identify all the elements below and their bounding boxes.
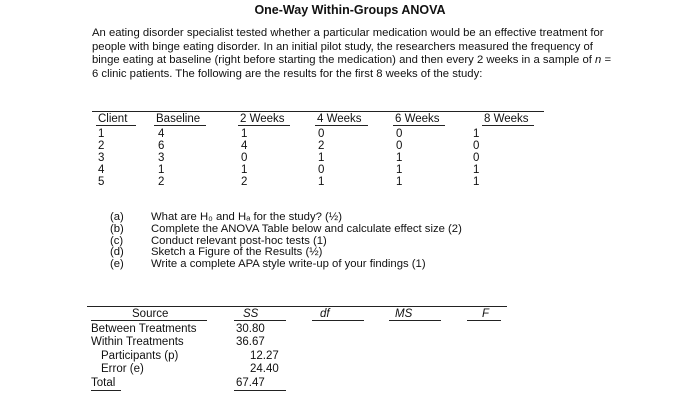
anova-ss-error: 24.40 bbox=[250, 363, 279, 375]
header-2-weeks: 2 Weeks bbox=[240, 113, 285, 125]
table-cell: 3 bbox=[98, 152, 105, 164]
intro-text-part2: = 6 clinic patients. The following are the results for the first 8 weeks of the study: bbox=[92, 54, 612, 80]
anova-underline-source bbox=[91, 320, 207, 321]
table-cell: 1 bbox=[318, 152, 325, 164]
anova-source-participants: Participants (p) bbox=[101, 350, 179, 362]
anova-ss-participants: 12.27 bbox=[250, 350, 279, 362]
document-title: One-Way Within-Groups ANOVA bbox=[254, 3, 446, 17]
header-8-weeks: 8 Weeks bbox=[484, 113, 529, 125]
header-underline-baseline bbox=[154, 125, 206, 126]
anova-underline-f bbox=[467, 320, 501, 321]
table-cell: 2 bbox=[98, 140, 105, 152]
anova-source-within: Within Treatments bbox=[91, 336, 184, 348]
question-text: What are H₀ and Hₐ for the study? (½) bbox=[151, 211, 342, 223]
table-cell: 4 bbox=[158, 128, 165, 140]
header-underline-2-weeks bbox=[238, 125, 290, 126]
table-cell: 5 bbox=[98, 176, 105, 188]
table-cell: 0 bbox=[318, 128, 325, 140]
question-text: Write a complete APA style write-up of your findings (1) bbox=[151, 258, 426, 271]
table-cell: 0 bbox=[318, 164, 325, 176]
table-cell: 2 bbox=[241, 176, 248, 188]
header-6-weeks: 6 Weeks bbox=[395, 113, 440, 125]
data-table bbox=[92, 111, 544, 193]
intro-paragraph bbox=[92, 27, 612, 81]
anova-header-f: F bbox=[482, 308, 490, 320]
anova-underline-df bbox=[312, 320, 364, 321]
question-text: Complete the ANOVA Table below and calculate effect size (2) bbox=[151, 222, 462, 235]
question-label: (c) bbox=[110, 234, 124, 247]
anova-source-between: Between Treatments bbox=[91, 323, 197, 335]
table-cell: 1 bbox=[396, 176, 403, 188]
anova-source-total: Total bbox=[91, 377, 116, 389]
table-cell: 1 bbox=[473, 164, 480, 176]
question-label: (e) bbox=[110, 258, 124, 271]
table-cell: 4 bbox=[98, 164, 105, 176]
data-table-top-rule bbox=[92, 111, 544, 112]
anova-header-df: df bbox=[320, 308, 330, 320]
question-label: (d) bbox=[110, 246, 124, 259]
table-cell: 1 bbox=[396, 152, 403, 164]
header-4-weeks: 4 Weeks bbox=[317, 113, 362, 125]
table-cell: 3 bbox=[158, 152, 165, 164]
table-cell: 0 bbox=[473, 152, 480, 164]
table-cell: 0 bbox=[396, 128, 403, 140]
table-cell: 1 bbox=[241, 128, 248, 140]
question-label: (a) bbox=[110, 211, 124, 223]
anova-header-ms: MS bbox=[395, 308, 413, 320]
anova-ss-total-underline bbox=[234, 390, 286, 391]
anova-underline-ms bbox=[389, 320, 441, 321]
header-underline-8-weeks bbox=[482, 125, 534, 126]
table-cell: 1 bbox=[158, 164, 165, 176]
table-cell: 1 bbox=[473, 176, 480, 188]
anova-top-rule bbox=[87, 306, 507, 307]
anova-total-underline bbox=[91, 390, 121, 391]
table-cell: 1 bbox=[98, 128, 105, 140]
question-text: Sketch a Figure of the Results (½) bbox=[151, 246, 323, 259]
question-text: Conduct relevant post-hoc tests (1) bbox=[151, 234, 327, 247]
header-underline-client bbox=[96, 125, 136, 126]
header-baseline: Baseline bbox=[156, 113, 201, 125]
table-cell: 1 bbox=[473, 128, 480, 140]
anova-header-source: Source bbox=[132, 308, 169, 320]
anova-ss-total: 67.47 bbox=[236, 377, 265, 389]
intro-text-part1: An eating disorder specialist tested whether a particular medication would be an effective treatment for people with binge eating disorder. In an initial pilot study, the researchers measured the frequency of binge eating at baseline (right before starting the medication) and then every 2 weeks in a sample of bbox=[92, 27, 604, 67]
table-cell: 2 bbox=[318, 140, 325, 152]
table-cell: 1 bbox=[241, 164, 248, 176]
intro-n-symbol: n bbox=[595, 54, 602, 67]
table-cell: 1 bbox=[396, 164, 403, 176]
table-cell: 0 bbox=[473, 140, 480, 152]
table-cell: 4 bbox=[241, 140, 248, 152]
table-cell: 0 bbox=[241, 152, 248, 164]
header-underline-4-weeks bbox=[315, 125, 368, 126]
anova-ss-between: 30.80 bbox=[236, 323, 265, 335]
table-cell: 2 bbox=[158, 176, 165, 188]
table-cell: 1 bbox=[318, 176, 325, 188]
header-client: Client bbox=[98, 113, 128, 125]
anova-header-ss: SS bbox=[243, 308, 259, 320]
table-cell: 0 bbox=[396, 140, 403, 152]
table-cell: 6 bbox=[158, 140, 165, 152]
question-label: (b) bbox=[110, 222, 124, 235]
anova-underline-ss bbox=[234, 320, 286, 321]
header-underline-6-weeks bbox=[393, 125, 445, 126]
anova-ss-within: 36.67 bbox=[236, 336, 265, 348]
anova-table bbox=[87, 306, 507, 392]
anova-source-error: Error (e) bbox=[101, 363, 144, 375]
